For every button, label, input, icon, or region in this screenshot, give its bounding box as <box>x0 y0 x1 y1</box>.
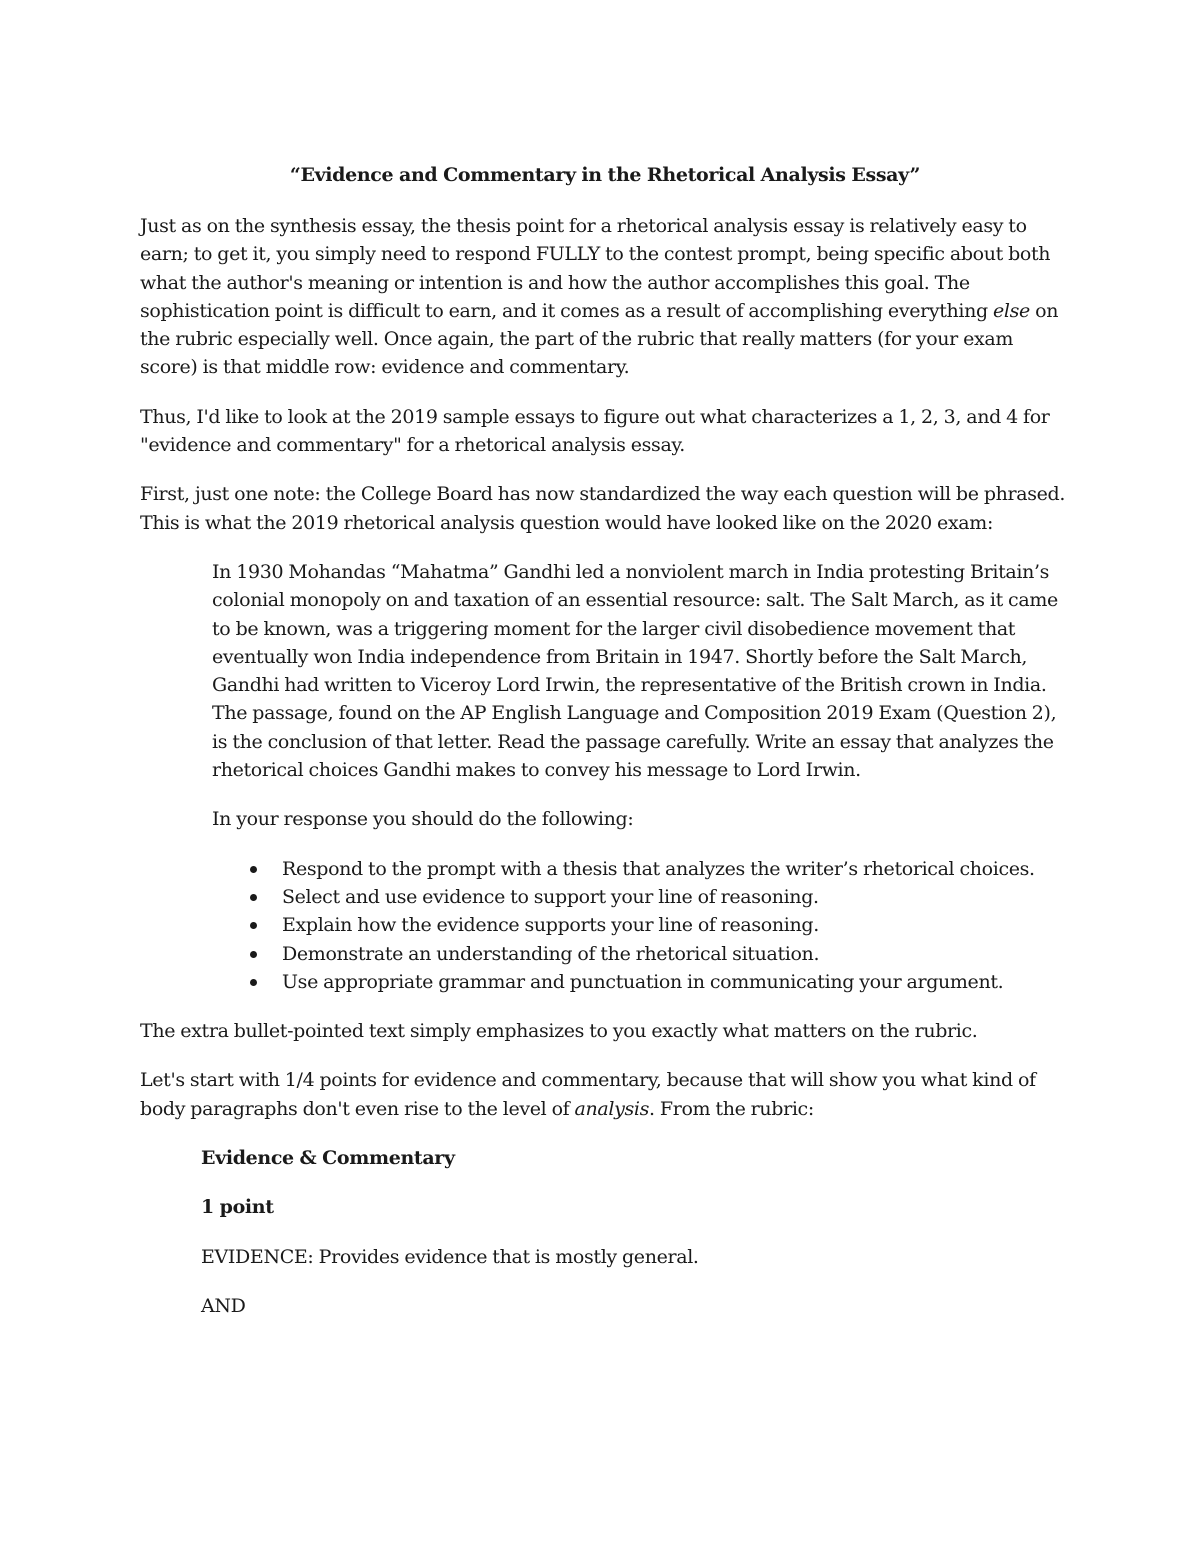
exam-prompt: In 1930 Mohandas “Mahatma” Gandhi led a nonviolent march in India protesting Britain’s colonial monopoly on and taxation of an essential resource: salt. The Salt March, as it came to be known, was a triggering moment for the larger civil disobedience movement that eventually won India independence from Britain in 1947. Shortly before the Salt March, Gandhi had written to Viceroy Lord Irwin, the representative of the British crown in India. The passage, found on the AP English Language and Composition 2019 Exam (Question 2), is the conclusion of that letter. Read the passage carefully. Write an essay that analyzes the rhetorical choices Gandhi makes to convey his message to Lord Irwin. <box>212 560 1058 782</box>
bullet-icon <box>250 894 257 901</box>
rubric-intro-part-1: Let's start with 1/4 points for evidence and commentary, because that will show you what kind of body paragraphs don't even rise to the level of <box>140 1069 1036 1120</box>
list-item-text: Use appropriate grammar and punctuation in communicating your argument. <box>282 970 1004 993</box>
intro-paragraph-part-1: Just as on the synthesis essay, the thesis point for a rhetorical analysis essay is relatively easy to earn; to get it, you simply need to respond FULLY to the contest prompt, being specific about both what the author's meaning or intention is and how the author accomplishes this goal. The sophistication point is difficult to earn, and it comes as a result of accomplishing everything <box>140 215 1051 322</box>
intro-paragraph-part-2: on the rubric especially well. Once again, the part of the rubric that really matters (for your exam score) is that middle row: evidence and commentary. <box>140 299 1059 379</box>
list-item-text: Explain how the evidence supports your line of reasoning. <box>282 914 819 937</box>
list-item <box>212 940 1070 968</box>
list-item-text: Select and use evidence to support your line of reasoning. <box>282 885 819 908</box>
bullet-icon <box>250 866 257 873</box>
list-item-text: Demonstrate an understanding of the rhetorical situation. <box>282 942 820 965</box>
sample-essays-paragraph: Thus, I'd like to look at the 2019 sample essays to figure out what characterizes a 1, 2, 3, and 4 for "evidence and commentary" for a rhetorical analysis essay. <box>140 405 1050 457</box>
rubric-evidence: EVIDENCE: Provides evidence that is mostly general. <box>201 1245 699 1268</box>
document-title: “Evidence and Commentary in the Rhetorical Analysis Essay” <box>289 164 921 186</box>
bullet-icon <box>250 979 257 986</box>
bullet-icon <box>250 951 257 958</box>
rubric-intro-part-2: . From the rubric: <box>649 1097 814 1120</box>
list-item <box>212 855 1070 883</box>
rubric-excerpt <box>201 1144 1070 1320</box>
bullet-icon <box>250 922 257 929</box>
rubric-points: 1 point <box>201 1196 274 1219</box>
rubric-intro-emphasis: analysis <box>574 1097 650 1120</box>
rubric-heading: Evidence & Commentary <box>201 1147 455 1170</box>
list-item-text: Respond to the prompt with a thesis that analyzes the writer’s rhetorical choices. <box>282 857 1035 880</box>
rubric-intro-paragraph <box>140 1066 1070 1123</box>
instructions-list <box>212 855 1070 996</box>
intro-paragraph-emphasis: else <box>993 299 1030 322</box>
instructions-intro: In your response you should do the following: <box>212 808 634 831</box>
standardized-note-paragraph: First, just one note: the College Board has now standardized the way each question will be phrased. This is what the 2019 rhetorical analysis question would have looked like on the 2020 exam: <box>140 483 1066 534</box>
document-page <box>140 158 1070 1341</box>
intro-paragraph <box>140 212 1070 382</box>
list-item <box>212 968 1070 996</box>
list-item <box>212 911 1070 939</box>
rubric-and: AND <box>201 1294 246 1317</box>
bullet-explanation-paragraph: The extra bullet-pointed text simply emphasizes to you exactly what matters on the rubric. <box>140 1020 978 1043</box>
list-item <box>212 883 1070 911</box>
